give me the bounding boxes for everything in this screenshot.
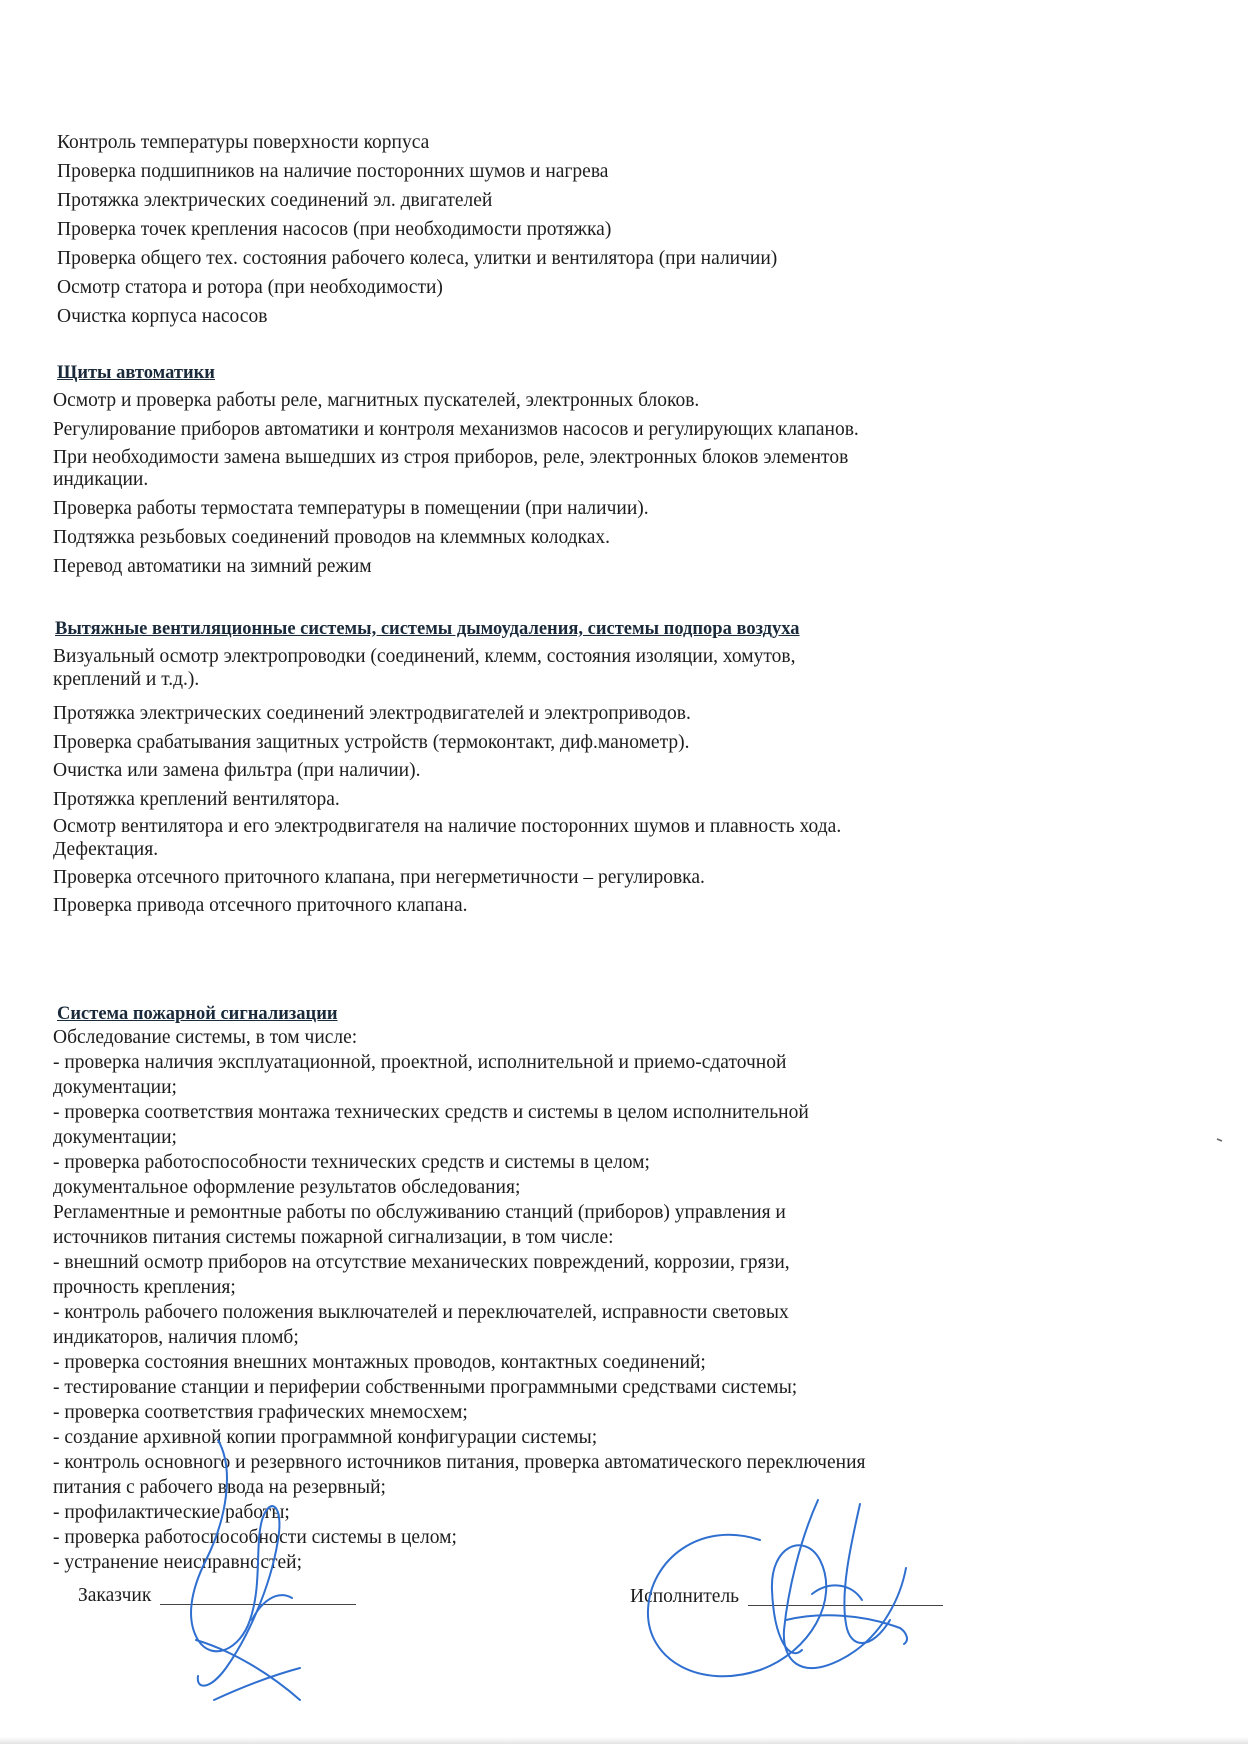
- automation-line: Проверка работы термостата температуры в помещении (при наличии).: [53, 498, 649, 519]
- fire-alarm-line: - проверка работоспособности системы в целом;: [53, 1527, 457, 1548]
- customer-signature-stroke: [252, 1595, 292, 1620]
- ventilation-line: Очистка или замена фильтра (при наличии).: [53, 760, 421, 781]
- fire-alarm-line: - проверка соответствия монтажа технических средств и системы в целом исполнительной: [53, 1102, 809, 1123]
- fire-alarm-line: Регламентные и ремонтные работы по обслуживанию станций (приборов) управления и: [53, 1202, 786, 1223]
- section-heading: Система пожарной сигнализации: [57, 1004, 338, 1024]
- fire-alarm-line: - профилактические работы;: [53, 1502, 290, 1523]
- ventilation-line: Протяжка электрических соединений электродвигателей и электроприводов.: [53, 703, 691, 724]
- contractor-signature-stroke: [784, 1500, 906, 1668]
- ventilation-line: Проверка отсечного приточного клапана, при негерметичности – регулировка.: [53, 867, 705, 888]
- ventilation-line: Осмотр вентилятора и его электродвигателя на наличие посторонних шумов и плавность хода.: [53, 816, 842, 837]
- contractor-signature-stroke: [786, 1615, 907, 1644]
- automation-line: При необходимости замена вышедших из строя приборов, реле, электронных блоков элементов: [53, 447, 849, 468]
- fire-alarm-line: питания с рабочего ввода на резервный;: [53, 1477, 386, 1498]
- section-heading: Щиты автоматики: [57, 363, 215, 383]
- contractor-signature-line: [748, 1605, 943, 1606]
- fire-alarm-line: документации;: [53, 1077, 177, 1098]
- fire-alarm-line: - создание архивной копии программной конфигурации системы;: [53, 1427, 598, 1448]
- pumps-item: Контроль температуры поверхности корпуса: [57, 132, 430, 153]
- fire-alarm-line: - проверка состояния внешних монтажных проводов, контактных соединений;: [53, 1352, 706, 1373]
- customer-signature-stroke: [214, 1668, 300, 1700]
- customer-signature-stroke: [196, 1640, 300, 1700]
- pumps-item: Проверка точек крепления насосов (при необходимости протяжка): [57, 219, 612, 240]
- ventilation-line: Проверка привода отсечного приточного клапана.: [53, 895, 468, 916]
- ventilation-line: Проверка срабатывания защитных устройств (термоконтакт, диф.манометр).: [53, 732, 690, 753]
- contractor-signature-stroke: [812, 1585, 862, 1600]
- pumps-item: Осмотр статора и ротора (при необходимости): [57, 277, 443, 298]
- fire-alarm-line: документации;: [53, 1127, 177, 1148]
- automation-line: Регулирование приборов автоматики и контроля механизмов насосов и регулирующих клапанов.: [53, 419, 859, 440]
- ventilation-line: Дефектация.: [53, 839, 159, 860]
- customer-label: Заказчик: [78, 1585, 152, 1606]
- fire-alarm-line: - проверка работоспособности технических средств и системы в целом;: [53, 1152, 650, 1173]
- ventilation-line: креплений и т.д.).: [53, 669, 200, 690]
- fire-alarm-line: Обследование системы, в том числе:: [53, 1027, 358, 1048]
- automation-line: Подтяжка резьбовых соединений проводов на клеммных колодках.: [53, 527, 611, 548]
- fire-alarm-line: - внешний осмотр приборов на отсутствие механических повреждений, коррозии, грязи,: [53, 1252, 790, 1273]
- automation-line: Перевод автоматики на зимний режим: [53, 556, 372, 577]
- fire-alarm-line: - контроль рабочего положения выключателей и переключателей, исправности световых: [53, 1302, 789, 1323]
- scan-speck: [1217, 1139, 1222, 1141]
- fire-alarm-line: документальное оформление результатов обследования;: [53, 1177, 521, 1198]
- ventilation-line: Протяжка креплений вентилятора.: [53, 789, 340, 810]
- automation-line: Осмотр и проверка работы реле, магнитных пускателей, электронных блоков.: [53, 390, 700, 411]
- customer-signature-line: [160, 1604, 356, 1605]
- fire-alarm-line: - проверка соответствия графических мнемосхем;: [53, 1402, 468, 1423]
- fire-alarm-line: - устранение неисправностей;: [53, 1552, 303, 1573]
- fire-alarm-line: прочность крепления;: [53, 1277, 236, 1298]
- pumps-item: Очистка корпуса насосов: [57, 306, 268, 327]
- ventilation-line: Визуальный осмотр электропроводки (соединений, клемм, состояния изоляции, хомутов,: [53, 646, 796, 667]
- section-heading: Вытяжные вентиляционные системы, системы дымоудаления, системы подпора воздуха: [55, 619, 800, 639]
- contractor-signature-stroke: [844, 1504, 890, 1643]
- fire-alarm-line: - тестирование станции и периферии собственными программными средствами системы;: [53, 1377, 798, 1398]
- pumps-item: Проверка подшипников на наличие посторонних шумов и нагрева: [57, 161, 609, 182]
- scan-edge: [0, 1737, 1248, 1744]
- automation-line: индикации.: [53, 469, 149, 490]
- pumps-item: Проверка общего тех. состояния рабочего колеса, улитки и вентилятора (при наличии): [57, 248, 778, 269]
- fire-alarm-line: - контроль основного и резервного источников питания, проверка автоматического переключения: [53, 1452, 866, 1473]
- fire-alarm-line: индикаторов, наличия пломб;: [53, 1327, 299, 1348]
- contractor-label: Исполнитель: [630, 1586, 740, 1607]
- pumps-item: Протяжка электрических соединений эл. двигателей: [57, 190, 493, 211]
- fire-alarm-line: - проверка наличия эксплуатационной, проектной, исполнительной и приемо-сдаточной: [53, 1052, 787, 1073]
- fire-alarm-line: источников питания системы пожарной сигнализации, в том числе:: [53, 1227, 614, 1248]
